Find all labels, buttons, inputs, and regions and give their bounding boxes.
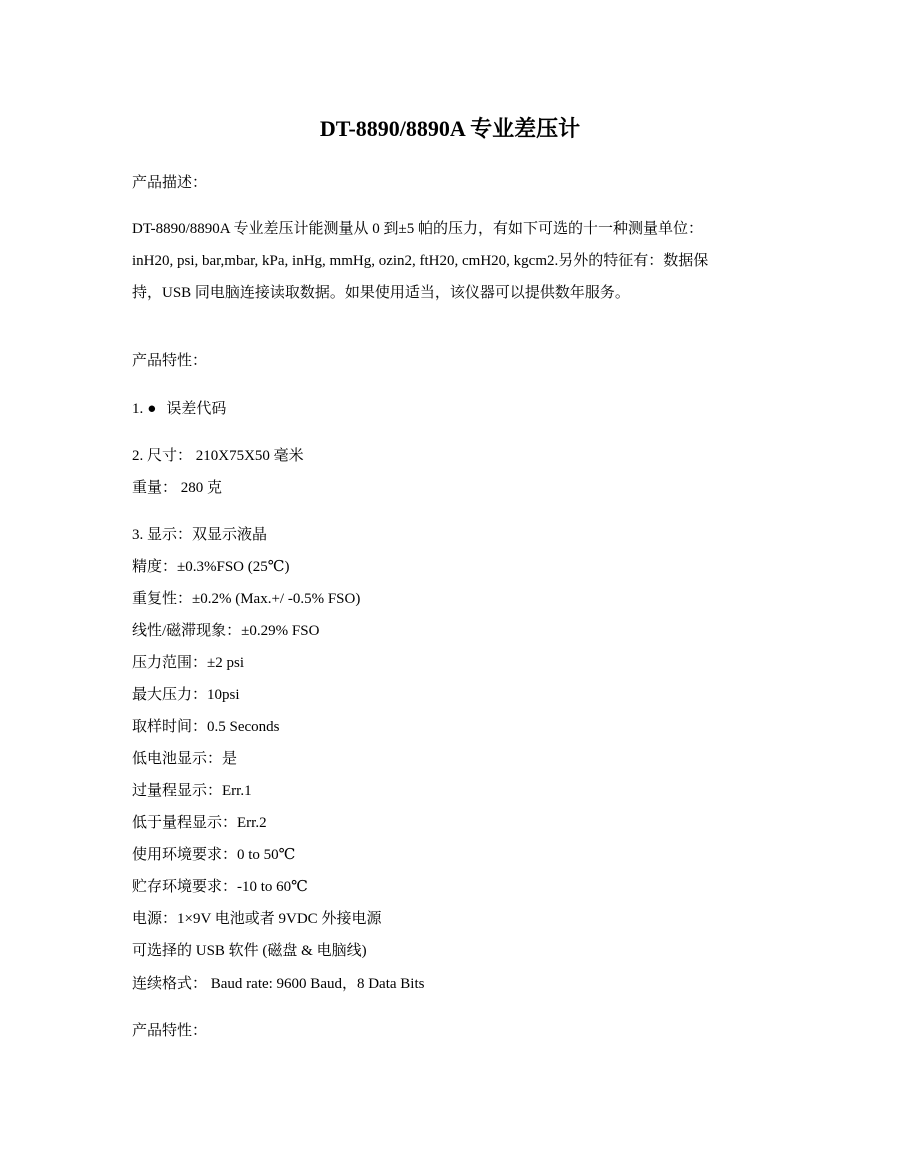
spec-usb-software: 可选择的 USB 软件 (磁盘 & 电脑线) — [132, 943, 367, 959]
spec-operating-env: 使用环境要求：0 to 50℃ — [132, 847, 296, 863]
description-line: DT-8890/8890A 专业差压计能测量从 0 到±5 帕的压力，有如下可选的十一种测量单位： — [132, 221, 704, 237]
description-line: inH20, psi, bar,mbar, kPa, inHg, mmHg, ozin2, ftH20, cmH20, kgcm2.另外的特征有：数据保 — [132, 253, 709, 269]
spec-repeatability: 重复性：±0.2% (Max.+/ -0.5% FSO) — [132, 591, 361, 607]
spec-sampling-time: 取样时间：0.5 Seconds — [132, 719, 280, 735]
feature-item-1 — [132, 398, 226, 420]
description-line: 持，USB 同电脑连接读取数据。如果使用适当，该仪器可以提供数年服务。 — [132, 285, 630, 301]
features-heading-2: 产品特性： — [132, 1023, 208, 1039]
spec-storage-env: 贮存环境要求：-10 to 60℃ — [132, 879, 308, 895]
spec-power: 电源：1×9V 电池或者 9VDC 外接电源 — [132, 911, 382, 927]
features-heading: 产品特性： — [132, 353, 208, 369]
feature-item-2: 2. 尺寸： 210X75X50 毫米 — [132, 448, 304, 464]
spec-linearity: 线性/磁滞现象：±0.29% FSO — [132, 623, 320, 639]
spec-display: 3. 显示：双显示液晶 — [132, 527, 268, 543]
spec-max-pressure: 最大压力：10psi — [132, 687, 240, 703]
item-number: 1. — [132, 401, 144, 417]
document-title: DT-8890/8890A 专业差压计 — [319, 116, 581, 141]
bullet-icon: ● — [147, 401, 157, 417]
weight-line: 重量： 280 克 — [132, 480, 223, 496]
spec-under-range: 低于量程显示：Err.2 — [132, 815, 267, 831]
spec-serial-format: 连续格式： Baud rate: 9600 Baud，8 Data Bits — [132, 976, 425, 992]
description-paragraph — [132, 213, 772, 309]
spec-pressure-range: 压力范围：±2 psi — [132, 655, 244, 671]
description-heading: 产品描述： — [132, 175, 208, 191]
item-text: 误差代码 — [166, 401, 227, 417]
spec-accuracy: 精度：±0.3%FSO (25℃) — [132, 559, 290, 575]
spec-over-range: 过量程显示：Err.1 — [132, 783, 252, 799]
spec-low-battery: 低电池显示：是 — [132, 751, 238, 767]
